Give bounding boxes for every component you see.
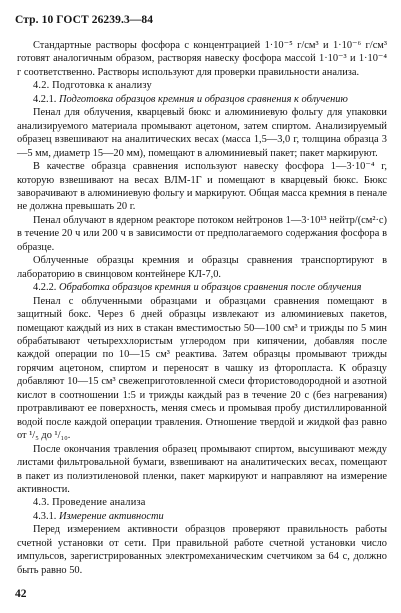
page-number: 42 [15, 588, 27, 600]
paragraph-reactor-irradiation: Пенал облучают в ядерном реакторе потоком нейтронов 1—3·10¹³ нейтр/(см²·с) в течение 20 ч или 200 ч в зависимости от предполагаемого содержания фосфора в образце. [17, 214, 387, 253]
section-number: 4.3.1. [33, 510, 57, 522]
paragraph-standard-solutions: Стандартные растворы фосфора с концентрацией 1·10⁻⁵ г/см³ и 1·10⁻⁶ г/см³ готовят аналогичным образом, растворяя навеску фосфора массой 1·10⁻³ и 1·10⁻⁴ г соответственно. Растворы используют для проверки правильности анализа. [17, 40, 387, 78]
section-4-3-heading: 4.3. Проведение анализа [33, 497, 146, 509]
section-4-2-1-heading [17, 93, 387, 106]
section-title: Измерение активности [59, 510, 164, 522]
section-4-3-1-heading [17, 510, 387, 523]
section-number: 4.2.1. [33, 93, 57, 105]
section-4-2-2-heading [17, 281, 387, 294]
paragraph-sample-treatment: Пенал с облученными образцами и образцами сравнения помещают в защитный бокс. Через 6 дней образцы извлекают из алюминиевых пакетов, помещают каждый из них в стакан вместимостью 50—100 см³ и трижды по 5 мин обрабатывают четыреххлористым углеродом при кипячении, добавляя после каждой операции по 10—15 см³ реактива. Затем образцы промывают трижды горячим ацетоном, спиртом и переносят в чашку из фторопласта. К образцу добавляют 10—15 см³ свежеприготовленной смеси фтористоводородной и азотной кислот в соотношении 1:5 и трижды каждый раз в течение 20 с (без нагревания) протравливают ее поверхность, меняя смесь и промывая пробу дистиллированной водой после каждой операции травления. Отношение твердой и жидкой фаз равно от ¹/₅ до ¹/₁₀. [17, 295, 387, 442]
paragraph-irradiation-case: Пенал для облучения, кварцевый бюкс и алюминиевую фольгу для упаковки анализируемого материала промывают ацетоном, затем спиртом. Анализируемый образец взвешивают на аналитических весах (масса 1,5—3,0 г, толщина образца 3—5 мм, диаметр 15—20 мм), помещают в алюминиевый пакет; пакет маркируют. [17, 107, 387, 159]
paragraph-activity-measurement: Перед измерением активности образцов проверяют правильность работы счетной установки от сети. При правильной работе счетной установки число импульсов, зарегистрированных электромеханическим счетчиком за 64 с, должно быть равно 50. [17, 524, 387, 576]
paragraph-after-etching: После окончания травления образец промывают спиртом, высушивают между листами фильтровальной бумаги, взвешивают на аналитических весах, помещают в пакет из полиэтиленовой пленки, пакет маркируют и направляют на измерение активности. [17, 443, 387, 495]
section-number: 4.2.2. [33, 282, 57, 294]
section-4-2-heading: 4.2. Подготовка к анализу [33, 80, 152, 92]
paragraph-reference-sample: В качестве образца сравнения используют навеску фосфора 1—3·10⁻⁴ г, которую взвешивают на весах ВЛМ-1Г и помещают в кварцевый бюкс. Бюкс заворачивают в алюминиевую фольгу и маркируют. Общая масса кремния в пенале не должна превышать 20 г. [17, 161, 387, 213]
section-title: Подготовка образцов кремния и образцов сравнения к облучению [59, 93, 348, 105]
document-body [17, 39, 387, 577]
section-title: Обработка образцов кремния и образцов сравнения после облучения [59, 282, 362, 294]
paragraph-transport: Облученные образцы кремния и образцы сравнения транспортируют в лабораторию в свинцовом контейнере КЛ-7,0. [17, 255, 387, 280]
page-header: Стр. 10 ГОСТ 26239.3—84 [15, 14, 154, 26]
